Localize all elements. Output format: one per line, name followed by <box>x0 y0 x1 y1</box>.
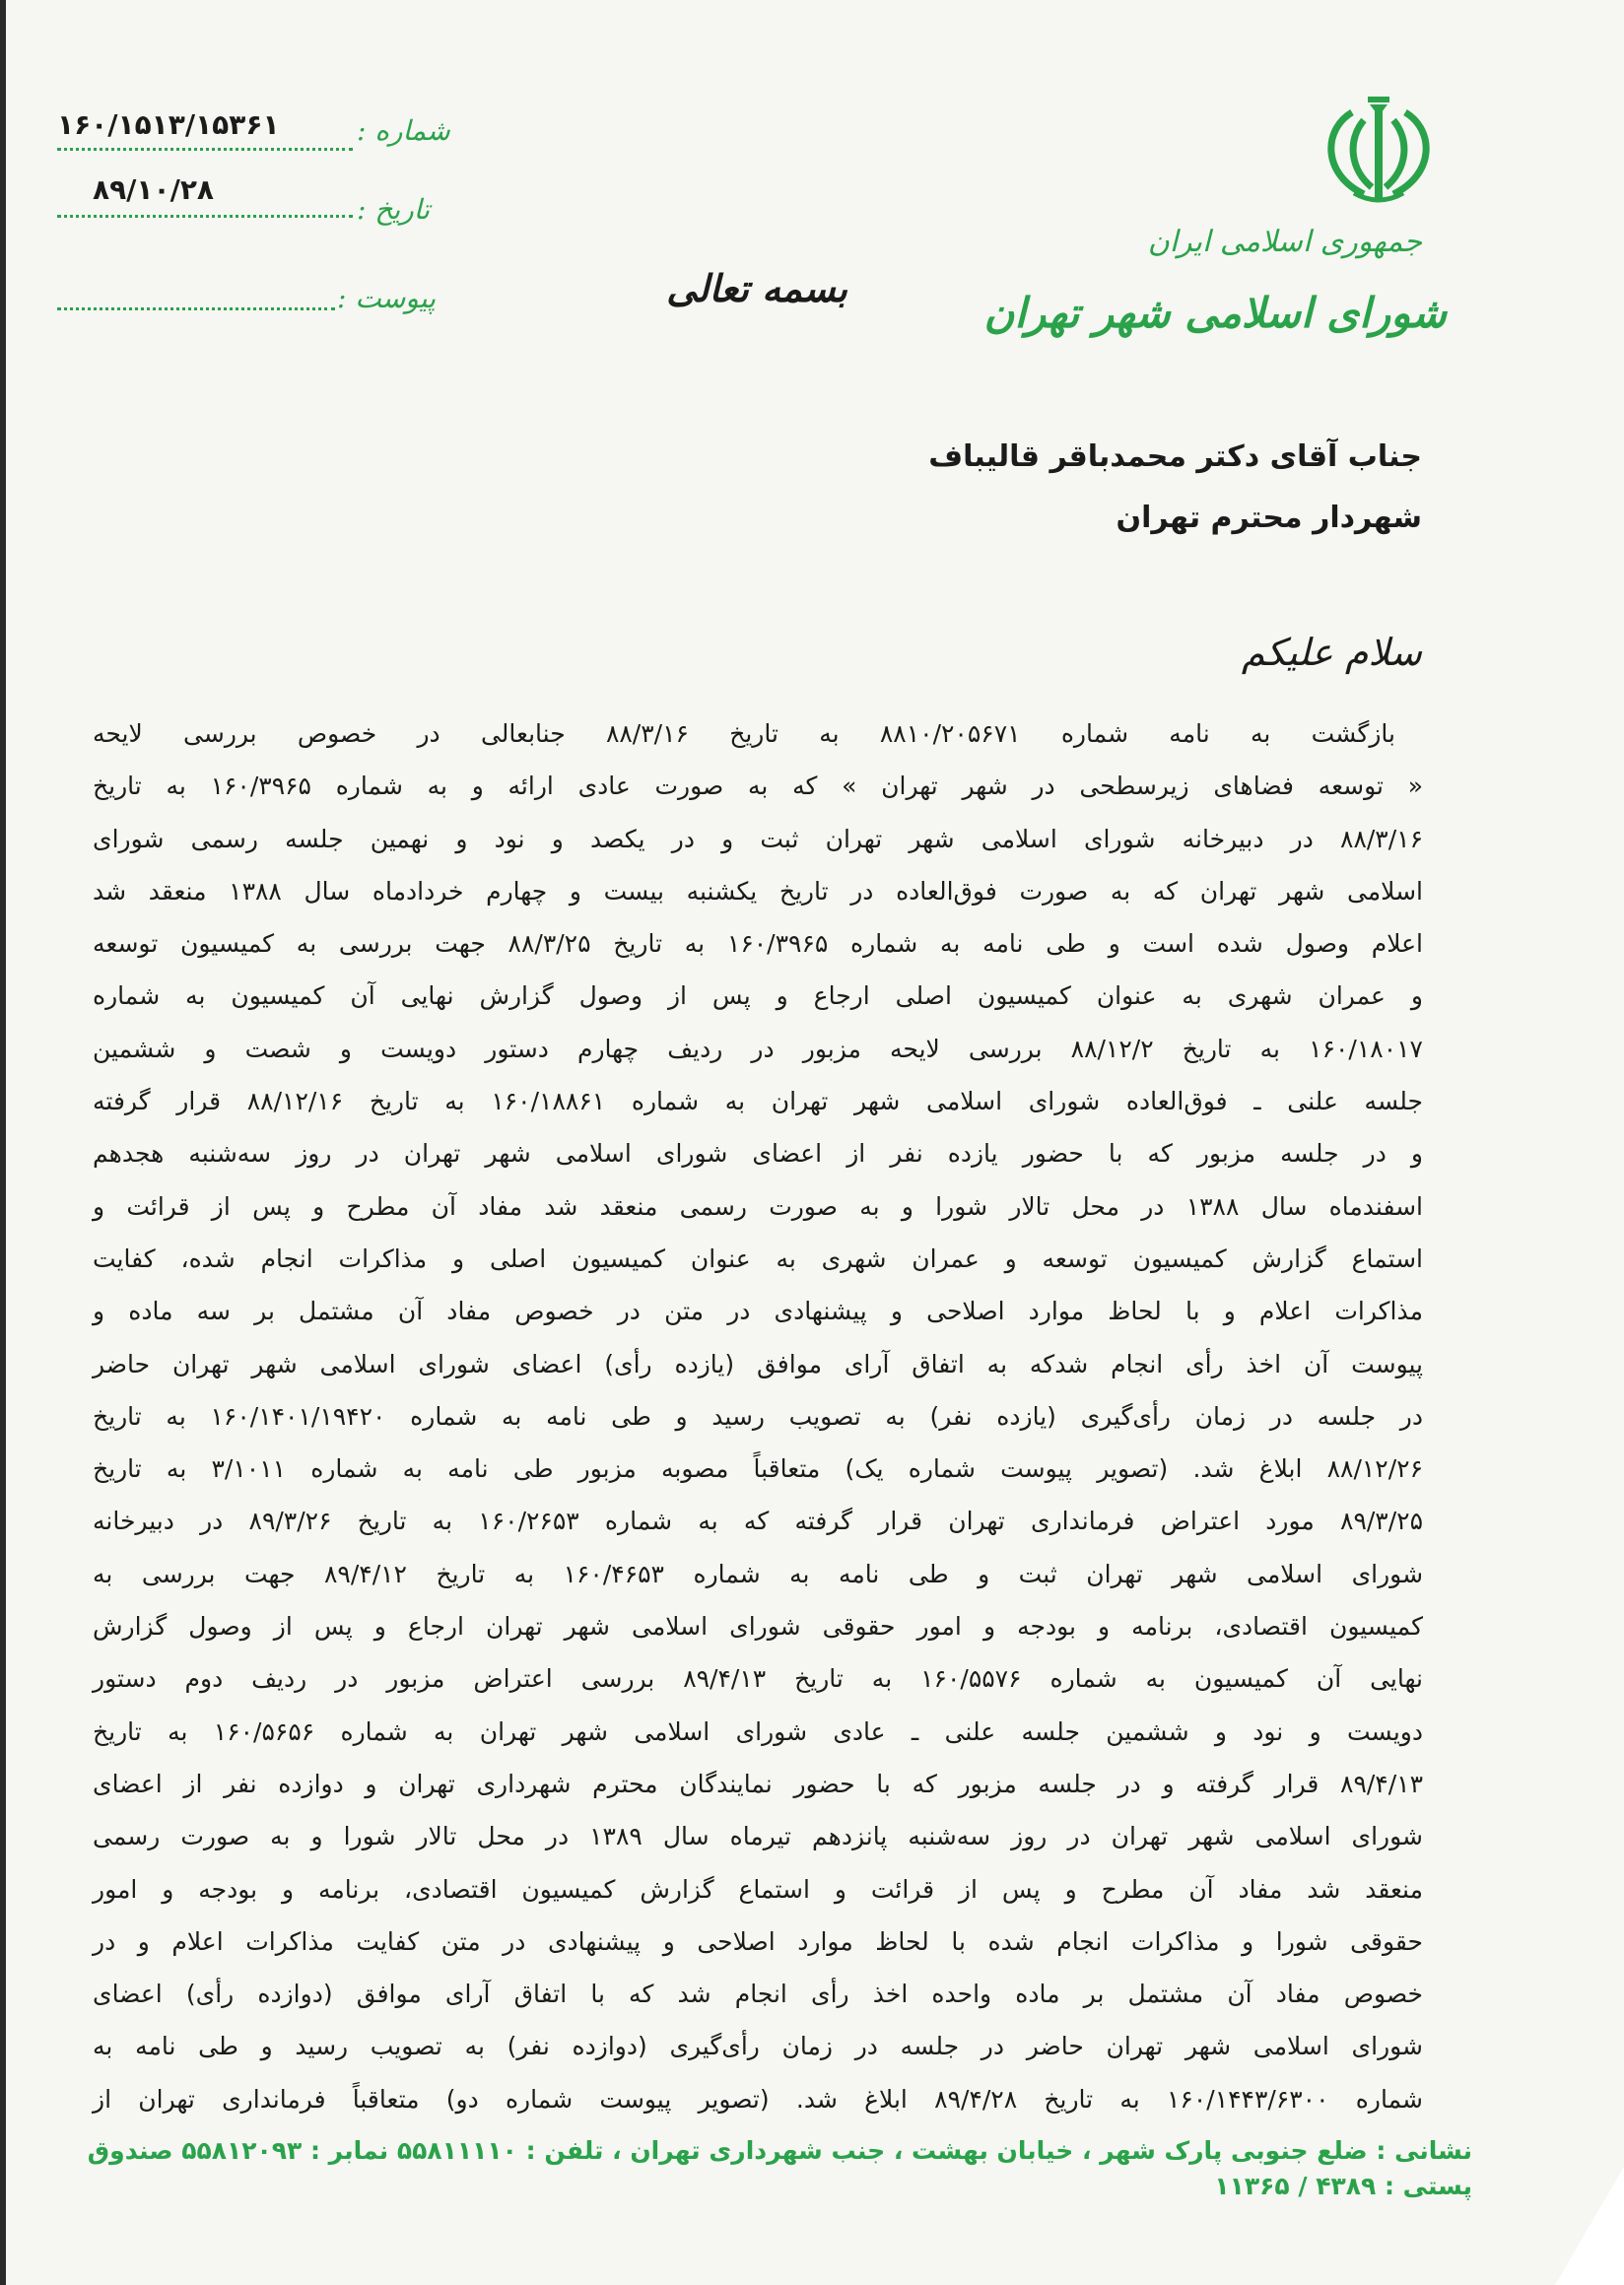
body-line: « توسعه فضاهای زیرسطحی در شهر تهران » که به صورت عادی ارائه و به شماره ۱۶۰/۳۹۶۵ به تاریخ <box>93 772 1424 801</box>
body-line: اسفندماه سال ۱۳۸۸ در محل تالار شورا و به صورت رسمی منعقد شد مفاد آن مطرح و پس از قرائت و <box>93 1191 1423 1221</box>
attachment-label: پیوست : <box>337 282 436 314</box>
body-line: ۱۶۰/۱۸۰۱۷ به تاریخ ۸۸/۱۲/۲ بررسی لایحه مزبور در ردیف چهارم دستور دویست و شصت و ششمین <box>93 1034 1423 1063</box>
letter-number-label: شماره : <box>357 114 450 147</box>
body-line: دویست و نود و ششمین جلسه علنی ـ عادی شورای اسلامی شهر تهران به شماره ۱۶۰/۵۶۵۶ به تاریخ <box>93 1716 1423 1746</box>
date-dotted-line <box>57 215 353 218</box>
body-line: ۸۹/۳/۲۵ مورد اعتراض فرمانداری تهران قرار گرفته که به شماره ۱۶۰/۲۶۵۳ به تاریخ ۸۹/۳/۲۶ در دبیرخانه <box>93 1507 1423 1536</box>
addressee-title: شهردار محترم تهران <box>1116 501 1422 535</box>
body-line: بازگشت به نامه شماره ۸۸۱۰/۲۰۵۶۷۱ به تاریخ ۸۸/۳/۱۶ جنابعالی در خصوص بررسی لایحه <box>93 719 1395 748</box>
body-line: ۸۸/۳/۱۶ در دبیرخانه شورای اسلامی شهر تهران ثبت و در یکصد و نود و نهمین جلسه رسمی شورای <box>93 824 1423 853</box>
attachment-dotted-line <box>57 307 335 310</box>
body-line: شورای اسلامی شهر تهران در روز سه‌شنبه پانزدهم تیرماه سال ۱۳۸۹ در محل تالار شورا و به صورت رسمی <box>93 1822 1423 1851</box>
folded-corner <box>1555 2167 1624 2285</box>
body-line: و در جلسه مزبور که با حضور یازده نفر از اعضای شورای اسلامی شهر تهران در روز سه‌شنبه هجدهم <box>93 1139 1423 1169</box>
body-line: خصوص مفاد آن مشتمل بر ماده واحده اخذ رأی انجام شد که با اتفاق آرای موافق (دوازده رأی) اعضای <box>93 1980 1423 2009</box>
body-line: استماع گزارش کمیسیون توسعه و عمران شهری به عنوان کمیسیون اصلی و مذاکرات انجام شده، کفایت <box>93 1243 1423 1273</box>
salutation: سلام علیکم <box>1241 631 1422 674</box>
body-line: شورای اسلامی شهر تهران حاضر در جلسه در زمان رأی‌گیری (دوازده نفر) به تصویب رسید و طی نامه به <box>93 2032 1423 2061</box>
letter-date-label: تاریخ : <box>357 193 431 226</box>
number-dotted-line <box>57 148 353 151</box>
iran-emblem-icon <box>1313 91 1445 207</box>
addressee-name: جناب آقای دکتر محمدباقر قالیباف <box>928 439 1422 474</box>
body-line: منعقد شد مفاد آن مطرح و پس از قرائت و استماع گزارش کمیسیون اقتصادی، برنامه و بودجه و امور <box>93 1874 1423 1904</box>
org-name-country: جمهوری اسلامی ایران <box>1147 225 1422 259</box>
body-line: ۸۹/۴/۱۳ قرار گرفته و در جلسه مزبور که با حضور نمایندگان محترم شهرداری تهران و دوازده نفر از اعضای <box>93 1769 1423 1798</box>
body-line: کمیسیون اقتصادی، برنامه و بودجه و امور حقوقی شورای اسلامی شهر تهران ارجاع و پس از وصول گزارش <box>93 1612 1423 1642</box>
body-line: پیوست آن اخذ رأی انجام شدکه به اتفاق آرای موافق (یازده رأی) اعضای شورای اسلامی شهر تهران حاضر <box>93 1349 1423 1378</box>
basmala: بسمه تعالی <box>666 266 847 310</box>
body-line: اعلام وصول شده است و طی نامه به شماره ۱۶۰/۳۹۶۵ به تاریخ ۸۸/۳/۲۵ جهت بررسی به کمیسیون توسعه <box>93 929 1424 959</box>
body-line: حقوقی شورا و مذاکرات انجام شده با لحاظ موارد اصلاحی و پیشنهادی در متن کفایت مذاکرات اعلام و در <box>93 1926 1423 1956</box>
scan-edge <box>0 0 6 2285</box>
body-line: شورای اسلامی شهر تهران ثبت و طی نامه به شماره ۱۶۰/۴۶۵۳ به تاریخ ۸۹/۴/۱۲ جهت بررسی به <box>93 1559 1424 1588</box>
body-line: نهایی آن کمیسیون به شماره ۱۶۰/۵۵۷۶ به تاریخ ۸۹/۴/۱۳ بررسی اعتراض مزبور در ردیف دوم دستور <box>93 1664 1423 1694</box>
body-line: جلسه علنی ـ فوق‌العاده شورای اسلامی شهر تهران به شماره ۱۶۰/۱۸۸۶۱ به تاریخ ۸۸/۱۲/۱۶ قرار گرفته <box>93 1087 1423 1116</box>
body-line: مذاکرات اعلام و با لحاظ موارد اصلاحی و پیشنهادی در متن در خصوص مفاد آن مشتمل بر سه ماده و <box>93 1297 1423 1326</box>
body-line: شماره ۱۶۰/۱۴۴۳/۶۳۰۰ به تاریخ ۸۹/۴/۲۸ ابلاغ شد. (تصویر پیوست شماره دو) متعاقباً فرمانداری تهران از <box>93 2084 1423 2114</box>
letter-number-value: ۱۶۰/۱۵۱۳/۱۵۳۶۱ <box>57 108 280 141</box>
body-line: اسلامی شهر تهران که به صورت فوق‌العاده در تاریخ یکشنبه بیست و چهارم خردادماه سال ۱۳۸۸ منعقد شد <box>93 876 1423 906</box>
body-line: و عمران شهری به عنوان کمیسیون اصلی ارجاع و پس از وصول گزارش نهایی آن کمیسیون به شماره <box>93 981 1423 1011</box>
body-line: در جلسه در زمان رأی‌گیری (یازده نفر) به تصویب رسید و طی نامه به شماره ۱۶۰/۱۴۰۱/۱۹۴۲۰ به تاریخ <box>93 1401 1423 1431</box>
body-line: ۸۸/۱۲/۲۶ ابلاغ شد. (تصویر پیوست شماره یک) متعاقباً مصوبه مزبور طی نامه به شماره ۳/۱۰۱۱ به تاریخ <box>93 1454 1424 1484</box>
letter-date-value: ۸۹/۱۰/۲۸ <box>93 173 214 206</box>
org-name-council: شورای اسلامی شهر تهران <box>983 289 1447 337</box>
letter-body <box>93 707 1423 2125</box>
footer-address: نشانی : ضلع جنوبی پارک شهر ، خیابان بهشت ، جنب شهرداری تهران ، تلفن : ۵۵۸۱۱۱۱۰ نمابر : ۵۵۸۱۲۰۹۳ صندوق پستی : ۴۳۸۹ / ۱۱۳۶۵ <box>87 2136 1472 2201</box>
